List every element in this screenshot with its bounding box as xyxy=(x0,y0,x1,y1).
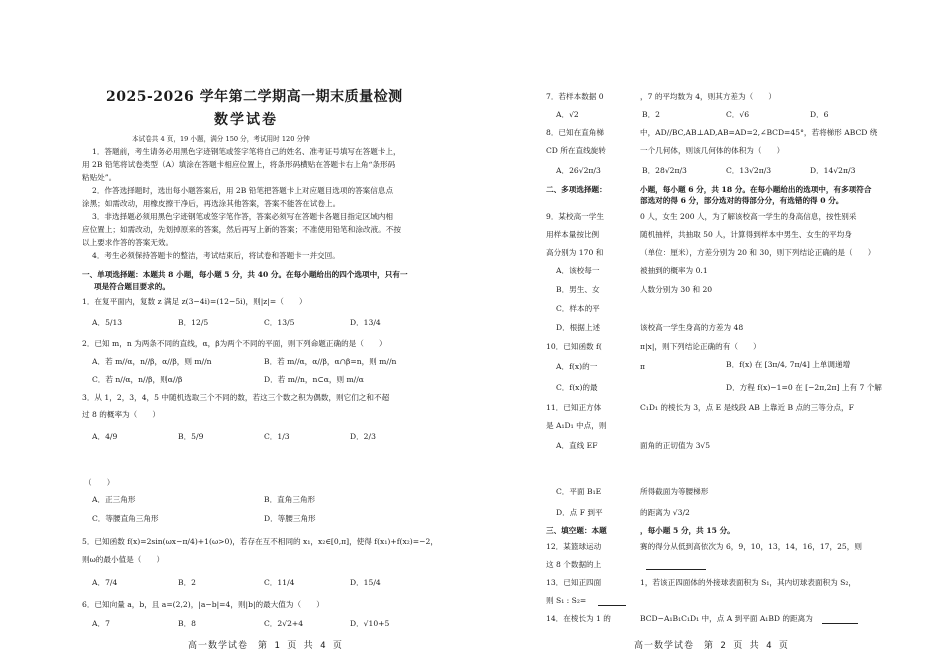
question-2: 2．已知 m，n 为两条不同的直线，α，β为两个不同的平面，则下列命题正确的是（ ） xyxy=(82,339,387,348)
question-12: 赛的得分从低到高依次为 6，9，10，13，14，16，17，25，则 xyxy=(640,542,862,551)
q7-option-c: C．√6 xyxy=(726,110,750,119)
q2-option-c: C．若 n//α，n//β，则α//β xyxy=(92,375,183,384)
q4-option-d: D．等腰三角形 xyxy=(264,514,316,523)
q6-option-c: C．2√2+4 xyxy=(264,619,304,628)
q10-option-a: A．f(x)的一 xyxy=(556,362,598,371)
q10-option-c: C．f(x)的最 xyxy=(556,383,598,392)
q9-option-b: B．男生、女 xyxy=(556,285,600,294)
q3-option-c: C．1/3 xyxy=(264,432,290,441)
question-1: 1．在复平面内，复数 z 满足 z(3−4i)=(12−5i)，则|z|=（ ） xyxy=(82,297,307,306)
q14-answer-blank xyxy=(822,614,858,624)
q8-option-b: B．28√2π/3 xyxy=(642,166,687,175)
exam-title: 2025-2026 学年第二学期高一期末质量检测 xyxy=(106,89,403,105)
question-14: BCD−A₁B₁C₁D₁ 中，点 A 到平面 A₁BD 的距离为 xyxy=(640,614,813,623)
q9-option-a: A．该校每一 xyxy=(556,266,600,275)
q9-fragment-3: 高分别为 170 和 xyxy=(546,248,604,257)
q9-option-c: C．样本的平 xyxy=(556,304,600,313)
q5-option-d: D．15/4 xyxy=(350,578,381,587)
q12-answer-blank xyxy=(646,560,706,570)
q13-fragment-2: 则 S₁ : S₂= xyxy=(546,596,587,605)
exam-subtitle: 数学试卷 xyxy=(214,112,278,128)
q5-option-b: B．2 xyxy=(178,578,197,587)
question-4: （ ） xyxy=(84,478,115,487)
section-2-heading-cont: 小题，每小题 6 分，共 18 分。在每小题给出的选项中，有多项符合 xyxy=(640,185,872,194)
question-13: 1，若该正四面体的外接球表面积为 S₁，其内切球表面积为 S₂， xyxy=(640,578,856,587)
question-9: 0 人，女生 200 人，为了解该校高一学生的身高信息，按性别采 xyxy=(640,212,857,221)
q3-option-b: B．5/9 xyxy=(178,432,204,441)
question-9-cont2: （单位：厘米），方差分别为 20 和 30，则下列结论正确的是（ ） xyxy=(640,248,876,257)
exam-page-1 xyxy=(0,0,470,672)
section-1-heading: 一、单项选择题：本题共 8 小题，每小题 5 分，共 40 分。在每小题给出的四个选项中，只有一 xyxy=(82,270,408,279)
note-line: 2．作答选择题时，选出每小题答案后，用 2B 铅笔把答题卡上对应题目选项的答案信息点 xyxy=(92,186,394,195)
q9-fragment: 9．某校高一学生 xyxy=(546,212,604,221)
section-1-heading-cont: 项是符合题目要求的。 xyxy=(94,282,170,291)
q11-option-d: D．点 F 到平 xyxy=(556,508,603,517)
section-3-heading-cont: ，每小题 5 分，共 15 分。 xyxy=(640,526,735,535)
q12-fragment-2: 这 8 个数据的上 xyxy=(546,560,602,569)
q1-option-a: A．5/13 xyxy=(92,318,123,327)
q11-fragment: 11．已知正方体 xyxy=(546,403,602,412)
question-5-cont: 则ω的最小值是（ ） xyxy=(82,555,165,564)
q9-fragment-2: 用样本量按比例 xyxy=(546,230,600,239)
exam-page-2 xyxy=(470,0,950,672)
section-2-heading-cont2: 部选对的得 6 分，部分选对的得部分分，有选错的得 0 分。 xyxy=(640,196,844,205)
note-line: 涂黑；如需改动，用橡皮擦干净后，再选涂其他答案，答案不能答在试卷上。 xyxy=(82,199,341,208)
q12-fragment: 12．某篮球运动 xyxy=(546,542,602,551)
note-line: 应位置上；如需改动，先划掉原来的答案，然后再写上新的答案；不准使用铅笔和涂改液。不按 xyxy=(82,225,401,234)
q10-option-a-cont: π xyxy=(640,362,645,371)
question-7: ，7 的平均数为 4，则其方差为（ ） xyxy=(640,92,776,101)
question-8-cont: 一个几何体，则该几何体的体积为（ ） xyxy=(640,146,785,155)
q3-option-d: D．2/3 xyxy=(350,432,376,441)
note-line: 以上要求作答的答案无效。 xyxy=(82,238,174,247)
q8-fragment-2: CD 所在直线旋转 xyxy=(546,146,606,155)
page-footer: 高一数学试卷 第 2 页 共 4 页 xyxy=(634,641,789,651)
q11-option-c: C．平面 B₁E xyxy=(556,487,602,496)
q7-option-a: A．√2 xyxy=(556,110,579,119)
q13-answer-blank xyxy=(598,596,626,606)
q6-option-d: D．√10+5 xyxy=(350,619,390,628)
q7-fragment: 7．若样本数据 0 xyxy=(546,92,604,101)
q10-option-b: B．f(x) 在 [3π/4, 7π/4] 上单调递增 xyxy=(726,360,851,369)
q11-option-c-cont: 所得截面为等腰梯形 xyxy=(640,487,709,496)
question-6: 6．已知向量 a，b，且 a=(2,2)，|a−b|=4，则|b|的最大值为（ ） xyxy=(82,600,324,609)
q4-option-b: B．直角三角形 xyxy=(264,495,316,504)
question-10: π|x|，则下列结论正确的有（ ） xyxy=(640,342,761,351)
section-3-heading: 三、填空题：本题 xyxy=(546,526,607,535)
q10-option-d: D．方程 f(x)−1=0 在 [−2π,2π] 上有 7 个解 xyxy=(726,383,882,392)
question-9-cont: 随机抽样，共抽取 50 人，计算得到样本中男生、女生的平均身 xyxy=(640,230,852,239)
q4-option-a: A．正三角形 xyxy=(92,495,136,504)
q4-option-c: C．等腰直角三角形 xyxy=(92,514,159,523)
q6-option-a: A．7 xyxy=(92,619,110,628)
q7-option-d: D．6 xyxy=(810,110,829,119)
q6-option-b: B．8 xyxy=(178,619,197,628)
q2-option-d: D．若 m//n，n⊂α，则 m//α xyxy=(264,375,364,384)
page-footer: 高一数学试卷 第 1 页 共 4 页 xyxy=(188,641,343,651)
q5-option-c: C．11/4 xyxy=(264,578,295,587)
note-line: 4．考生必须保持答题卡的整洁，考试结束后，将试卷和答题卡一并交回。 xyxy=(92,251,340,260)
q2-option-a: A．若 m//α，n//β，α//β，则 m//n xyxy=(92,357,212,366)
q3-option-a: A．4/9 xyxy=(92,432,118,441)
q8-fragment: 8．已知在直角梯 xyxy=(546,128,604,137)
section-2-heading: 二、多项选择题： xyxy=(546,185,607,194)
q8-option-a: A．26√2π/3 xyxy=(556,166,601,175)
question-8: 中，AD//BC,AB⊥AD,AB=AD=2,∠BCD=45°，若将梯形 ABCD 绕 xyxy=(640,128,878,137)
question-3: 3．从 1，2，3，4，5 中随机选取三个不同的数，若这三个数之积为偶数，则它们之和不超 xyxy=(82,393,390,402)
q2-option-b: B．若 m//α，α//β，α∩β=n，则 m//n xyxy=(264,357,397,366)
note-line: 用 2B 铅笔将试卷类型（A）填涂在答题卡相应位置上，将条形码横贴在答题卡右上角“条形码 xyxy=(82,160,396,169)
q7-option-b: B．2 xyxy=(642,110,661,119)
q8-option-d: D．14√2π/3 xyxy=(810,166,856,175)
q9-option-d: D．根据上述 xyxy=(556,323,601,332)
q9-option-a-cont: 被抽到的概率为 0.1 xyxy=(640,266,708,275)
note-line: 1．答题前，考生请务必用黑色字迹钢笔或签字笔将自己的姓名、准考证号填写在答题卡上， xyxy=(92,147,401,156)
q1-option-d: D．13/4 xyxy=(350,318,381,327)
exam-meta: 本试卷共 4 页，19 小题，满分 150 分，考试用时 120 分钟 xyxy=(132,135,310,143)
q1-option-c: C．13/5 xyxy=(264,318,295,327)
question-5: 5．已知函数 f(x)=2sin(ωx−π/4)+1(ω>0)，若存在互不相同的 x₁，x₂∈[0,π]，使得 f(x₁)+f(x₂)=−2， xyxy=(82,537,438,546)
q10-fragment: 10．已知函数 f( xyxy=(546,342,602,351)
note-line: 粘贴处”。 xyxy=(82,173,117,182)
q11-option-d-cont: 的距离为 √3/2 xyxy=(640,508,690,517)
note-line: 3．非选择题必须用黑色字迹钢笔或签字笔作答，答案必须写在答题卡各题目指定区域内相 xyxy=(92,212,393,221)
q9-option-b-cont: 人数分别为 30 和 20 xyxy=(640,285,713,294)
q8-option-c: C．13√2π/3 xyxy=(726,166,772,175)
q11-option-a-cont: 面角的正切值为 3√5 xyxy=(640,441,711,450)
q13-fragment: 13．已知正四面 xyxy=(546,578,602,587)
q1-option-b: B．12/5 xyxy=(178,318,209,327)
q14-fragment: 14．在棱长为 1 的 xyxy=(546,614,611,623)
q11-option-a: A．直线 EF xyxy=(556,441,598,450)
question-11: C₁D₁ 的棱长为 3，点 E 是线段 AB 上靠近 B 点的三等分点，F xyxy=(640,403,854,412)
q9-option-d-cont: 该校高一学生身高的方差为 48 xyxy=(640,323,744,332)
q11-fragment-2: 是 A₁D₁ 中点，则 xyxy=(546,421,607,430)
question-3-cont: 过 8 的概率为（ ） xyxy=(82,410,161,419)
q5-option-a: A．7/4 xyxy=(92,578,118,587)
